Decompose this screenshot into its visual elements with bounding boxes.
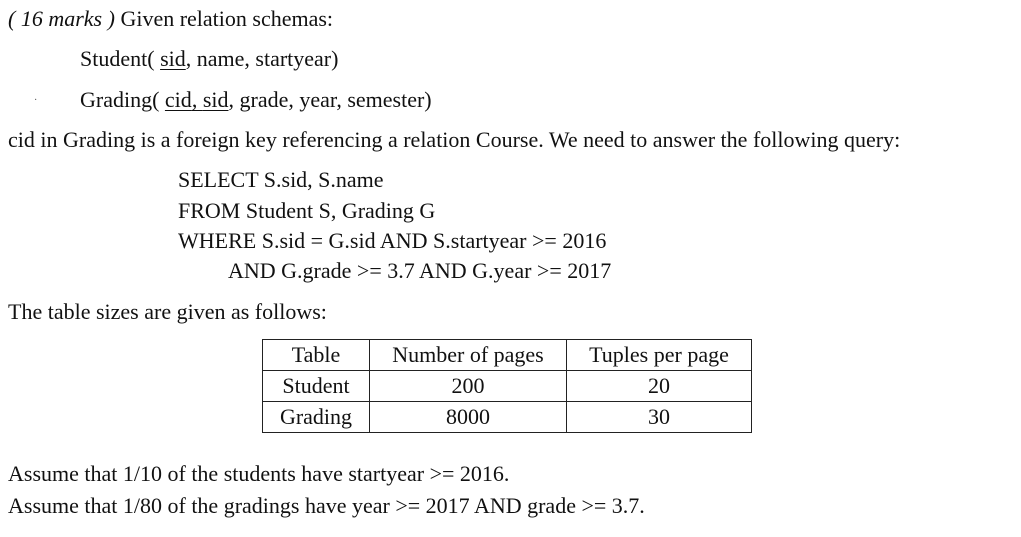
cell-table-name: Student: [263, 371, 370, 402]
table-row: [263, 371, 752, 402]
grading-key-sep: ,: [191, 87, 203, 112]
assumption-gradings: Assume that 1/80 of the gradings have year >= 2017 AND grade >= 3.7.: [8, 493, 645, 518]
student-schema: [80, 48, 338, 70]
grading-key-sid: sid: [202, 87, 229, 112]
header-tuples: Tuples per page: [567, 340, 752, 371]
grading-schema-rest: , grade, year, semester): [228, 87, 432, 112]
table-intro: The table sizes are given as follows:: [8, 299, 327, 324]
query-where: WHERE S.sid = G.sid AND S.startyear >= 2016: [178, 228, 607, 253]
table-row: [263, 402, 752, 433]
header-table: Table: [263, 340, 370, 371]
grading-schema-prefix: Grading(: [80, 87, 165, 112]
cell-table-name: Grading: [263, 402, 370, 433]
query-select: SELECT S.sid, S.name: [178, 167, 384, 192]
table-header-row: [263, 340, 752, 371]
cell-pages: 200: [370, 371, 567, 402]
marks-label: ( 16 marks ): [8, 6, 115, 31]
question-header: [8, 8, 333, 30]
grading-key-cid: cid: [164, 87, 192, 112]
header-pages: Number of pages: [370, 340, 567, 371]
cell-pages: 8000: [370, 402, 567, 433]
query-and: AND G.grade >= 3.7 AND G.year >= 2017: [228, 258, 612, 283]
student-schema-rest: , name, startyear): [185, 46, 339, 71]
grading-schema: [80, 89, 432, 111]
assumption-students: Assume that 1/10 of the students have startyear >= 2016.: [8, 461, 510, 486]
student-key: sid: [160, 46, 186, 71]
table-sizes: [262, 339, 752, 433]
scan-speck: ·: [34, 95, 38, 106]
foreign-key-text: cid in Grading is a foreign key referencing a relation Course. We need to answer the following query:: [8, 127, 901, 152]
question-intro: Given relation schemas:: [114, 6, 334, 31]
student-schema-prefix: Student(: [80, 46, 161, 71]
query-from: FROM Student S, Grading G: [178, 198, 436, 223]
cell-tuples: 20: [567, 371, 752, 402]
cell-tuples: 30: [567, 402, 752, 433]
